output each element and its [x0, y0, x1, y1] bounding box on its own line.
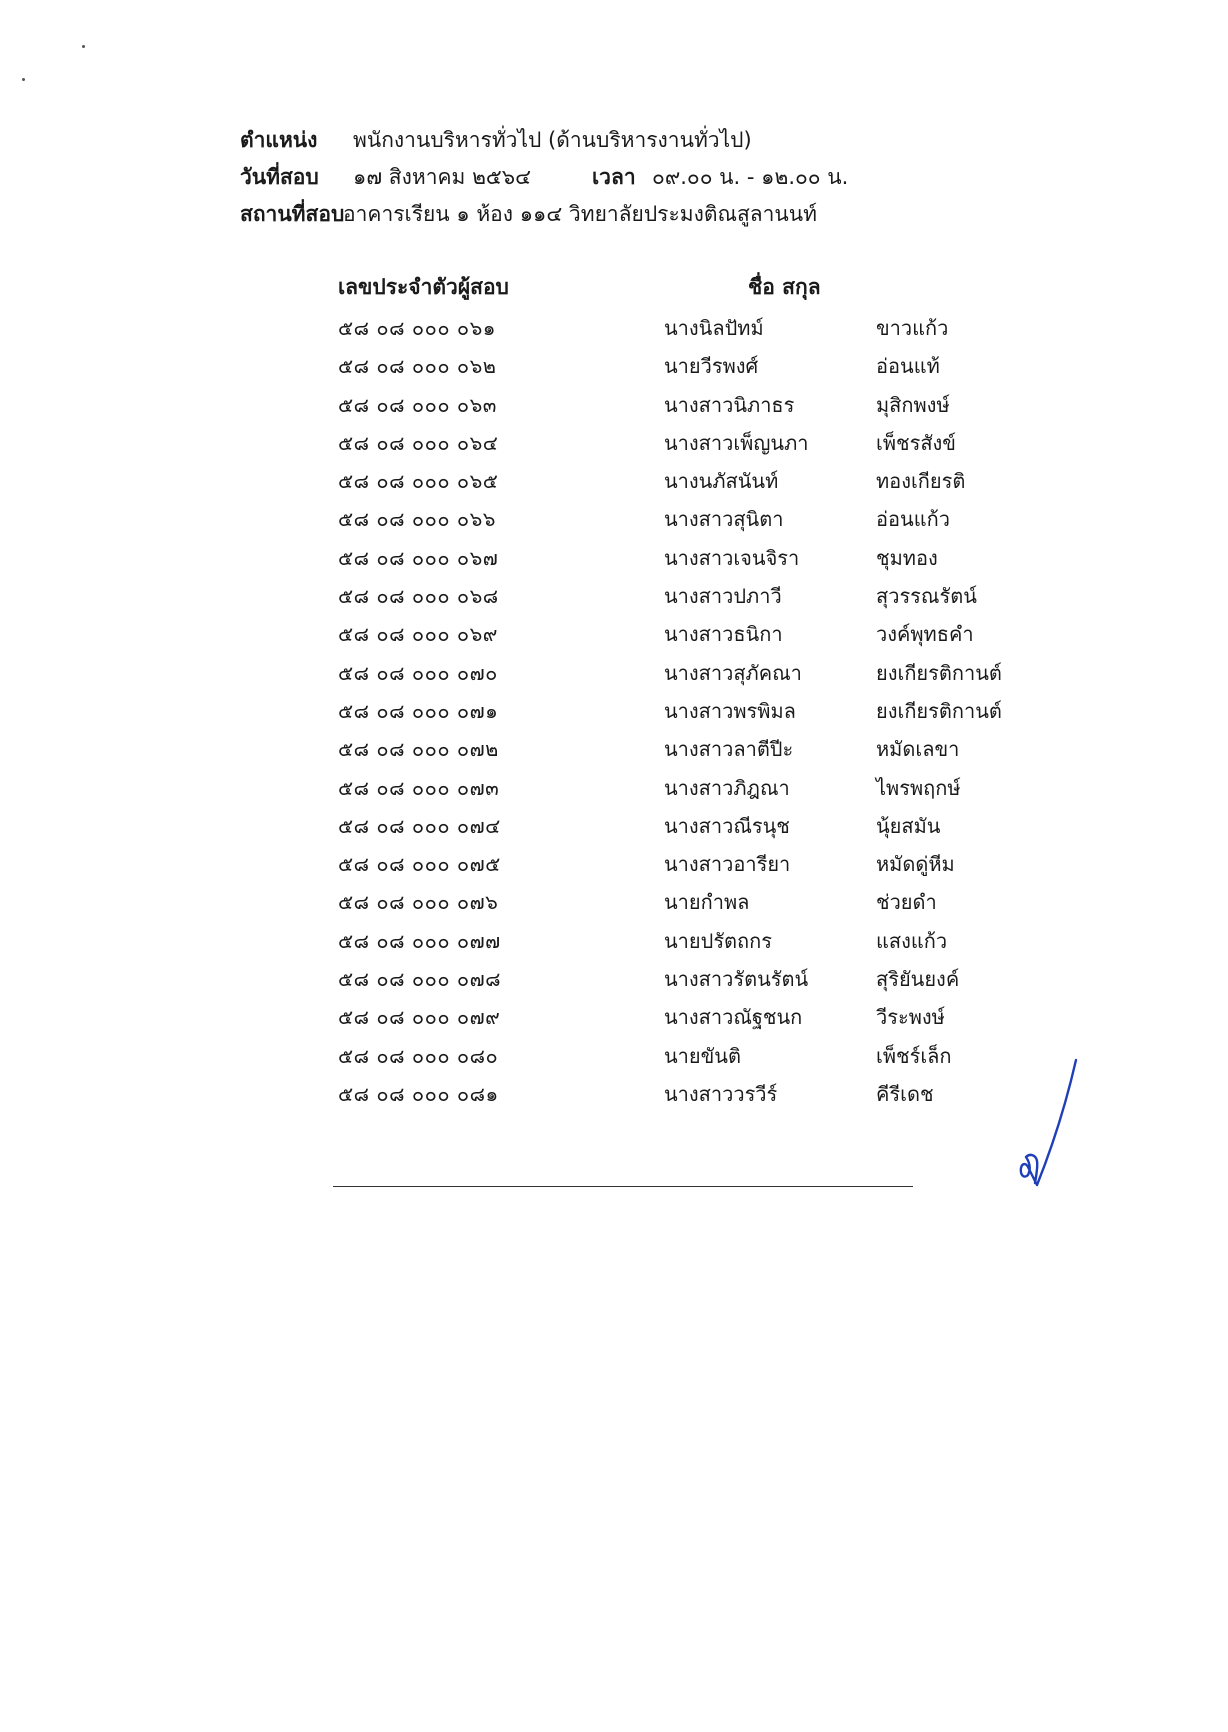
candidate-id: ๕๘ ๐๘ ๐๐๐ ๐๘๑ [338, 1081, 499, 1106]
table-row [338, 922, 1038, 960]
date-row [240, 159, 1140, 196]
table-row [338, 424, 1038, 462]
time-label: เวลา [592, 165, 636, 189]
candidate-first-name: นางสาวสุนิตา [664, 507, 784, 532]
candidate-last-name: หมัดดู่หีม [876, 852, 955, 877]
table-row [338, 615, 1038, 653]
candidate-first-name: นางสาวสุภัคณา [664, 660, 802, 685]
position-value: พนักงานบริหารทั่วไป (ด้านบริหารงานทั่วไป) [353, 128, 752, 152]
candidate-first-name: นางนภัสนันท์ [664, 469, 779, 494]
candidate-first-name: นางสาวอารียา [664, 852, 791, 877]
candidate-id: ๕๘ ๐๘ ๐๐๐ ๐๗๓ [338, 775, 500, 800]
candidate-last-name: มุสิกพงษ์ [876, 392, 950, 417]
candidate-id: ๕๘ ๐๘ ๐๐๐ ๐๖๒ [338, 354, 497, 379]
candidate-last-name: ช่วยดำ [876, 890, 937, 915]
table-row [338, 845, 1038, 883]
venue-label: สถานที่สอบ [240, 202, 345, 226]
position-label: ตำแหน่ง [240, 128, 318, 152]
candidate-first-name: นางสาวพรพิมล [664, 698, 796, 723]
candidate-first-name: นางสาวธนิกา [664, 622, 783, 647]
candidate-last-name: วงค์พุทธคำ [876, 622, 974, 647]
venue-value: อาคารเรียน ๑ ห้อง ๑๑๔ วิทยาลัยประมงติณสูลานนท์ [343, 202, 817, 226]
table-header [338, 266, 1038, 308]
candidate-last-name: ไพรพฤกษ์ [876, 775, 961, 800]
candidate-id: ๕๘ ๐๘ ๐๐๐ ๐๗๒ [338, 737, 499, 762]
candidate-last-name: ทองเกียรติ [876, 469, 966, 494]
table-row [338, 998, 1038, 1036]
candidate-last-name: เพ็ชรสังข์ [876, 430, 956, 455]
candidate-table [338, 266, 1038, 1106]
candidate-id: ๕๘ ๐๘ ๐๐๐ ๐๖๑ [338, 316, 496, 340]
candidate-id: ๕๘ ๐๘ ๐๐๐ ๐๖๔ [338, 430, 499, 455]
candidate-first-name: นางสาววรวีร์ [664, 1081, 778, 1106]
scan-speck [22, 78, 25, 81]
table-row [338, 883, 1038, 921]
candidate-id: ๕๘ ๐๘ ๐๐๐ ๐๗๘ [338, 967, 502, 992]
candidate-id: ๕๘ ๐๘ ๐๐๐ ๐๖๘ [338, 584, 499, 609]
table-row [338, 500, 1038, 538]
table-row [338, 1037, 1038, 1075]
candidate-id: ๕๘ ๐๘ ๐๐๐ ๐๗๔ [338, 813, 501, 838]
candidate-last-name: ชุมทอง [876, 545, 938, 570]
candidate-last-name: อ่อนแก้ว [876, 507, 950, 532]
candidate-last-name: สุริยันยงค์ [876, 967, 960, 992]
candidate-first-name: นางสาวเพ็ญนภา [664, 430, 809, 455]
candidate-first-name: นายขันติ [664, 1043, 741, 1068]
candidate-last-name: คีรีเดช [876, 1081, 934, 1106]
date-value: ๑๗ สิงหาคม ๒๕๖๔ [353, 165, 532, 189]
candidate-first-name: นางสาวภิฎณา [664, 775, 790, 800]
candidate-last-name: ยงเกียรติกานต์ [876, 660, 1002, 685]
candidate-first-name: นายกำพล [664, 890, 750, 915]
candidate-first-name: นางนิลปัทม์ [664, 316, 764, 340]
candidate-last-name: นุ้ยสมัน [876, 813, 941, 838]
candidate-first-name: นางสาวลาตีปีะ [664, 737, 794, 762]
table-row [338, 462, 1038, 500]
candidate-first-name: นางสาวณัฐชนก [664, 1005, 803, 1030]
position-row [240, 122, 1140, 159]
candidate-id: ๕๘ ๐๘ ๐๐๐ ๐๖๕ [338, 469, 499, 494]
candidate-last-name: แสงแก้ว [876, 928, 948, 953]
candidate-last-name: สุวรรณรัตน์ [876, 584, 977, 609]
table-row [338, 730, 1038, 768]
candidate-first-name: นางสาวณีรนุช [664, 813, 790, 838]
candidate-first-name: นายปรัตถกร [664, 928, 773, 953]
venue-row [240, 196, 1140, 233]
signature-mark [1000, 1055, 1090, 1195]
table-row [338, 960, 1038, 998]
candidate-id: ๕๘ ๐๘ ๐๐๐ ๐๖๗ [338, 545, 499, 570]
id-column-header: เลขประจำตัวผู้สอบ [338, 275, 509, 299]
candidate-id: ๕๘ ๐๘ ๐๐๐ ๐๗๐ [338, 660, 498, 685]
table-row [338, 769, 1038, 807]
candidate-last-name: เพ็ชร์เล็ก [876, 1043, 952, 1068]
candidate-first-name: นางสาวนิภาธร [664, 392, 795, 417]
candidate-id: ๕๘ ๐๘ ๐๐๐ ๐๗๗ [338, 928, 501, 953]
candidate-id: ๕๘ ๐๘ ๐๐๐ ๐๖๙ [338, 622, 498, 647]
candidate-id: ๕๘ ๐๘ ๐๐๐ ๐๘๐ [338, 1043, 499, 1068]
table-row [338, 654, 1038, 692]
candidate-id: ๕๘ ๐๘ ๐๐๐ ๐๗๙ [338, 1005, 501, 1030]
table-row [338, 807, 1038, 845]
table-row [338, 539, 1038, 577]
name-column-header: ชื่อ สกุล [748, 275, 821, 299]
candidate-first-name: นายวีรพงศ์ [664, 354, 759, 379]
closing-rule [333, 1186, 913, 1187]
candidate-id: ๕๘ ๐๘ ๐๐๐ ๐๖๖ [338, 507, 496, 532]
table-row [338, 309, 1038, 347]
table-row [338, 386, 1038, 424]
candidate-last-name: ยงเกียรติกานต์ [876, 698, 1002, 723]
candidate-last-name: หมัดเลขา [876, 737, 960, 762]
exam-header [240, 122, 1140, 233]
candidate-id: ๕๘ ๐๘ ๐๐๐ ๐๗๑ [338, 698, 499, 723]
candidate-id: ๕๘ ๐๘ ๐๐๐ ๐๖๓ [338, 392, 497, 417]
candidate-last-name: อ่อนแท้ [876, 354, 940, 379]
scan-speck [82, 45, 85, 48]
candidate-last-name: ขาวแก้ว [876, 316, 949, 340]
candidate-id: ๕๘ ๐๘ ๐๐๐ ๐๗๖ [338, 890, 499, 915]
table-row [338, 577, 1038, 615]
table-row [338, 692, 1038, 730]
candidate-first-name: นางสาวปภาวี [664, 584, 782, 609]
table-row [338, 347, 1038, 385]
table-row [338, 1075, 1038, 1113]
table-body [338, 309, 1038, 1113]
date-label: วันที่สอบ [240, 165, 319, 189]
candidate-first-name: นางสาวเจนจิรา [664, 545, 800, 570]
candidate-first-name: นางสาวรัตนรัตน์ [664, 967, 809, 992]
time-value: ๐๙.๐๐ น. - ๑๒.๐๐ น. [652, 165, 849, 189]
candidate-last-name: วีระพงษ์ [876, 1005, 945, 1030]
candidate-id: ๕๘ ๐๘ ๐๐๐ ๐๗๕ [338, 852, 501, 877]
